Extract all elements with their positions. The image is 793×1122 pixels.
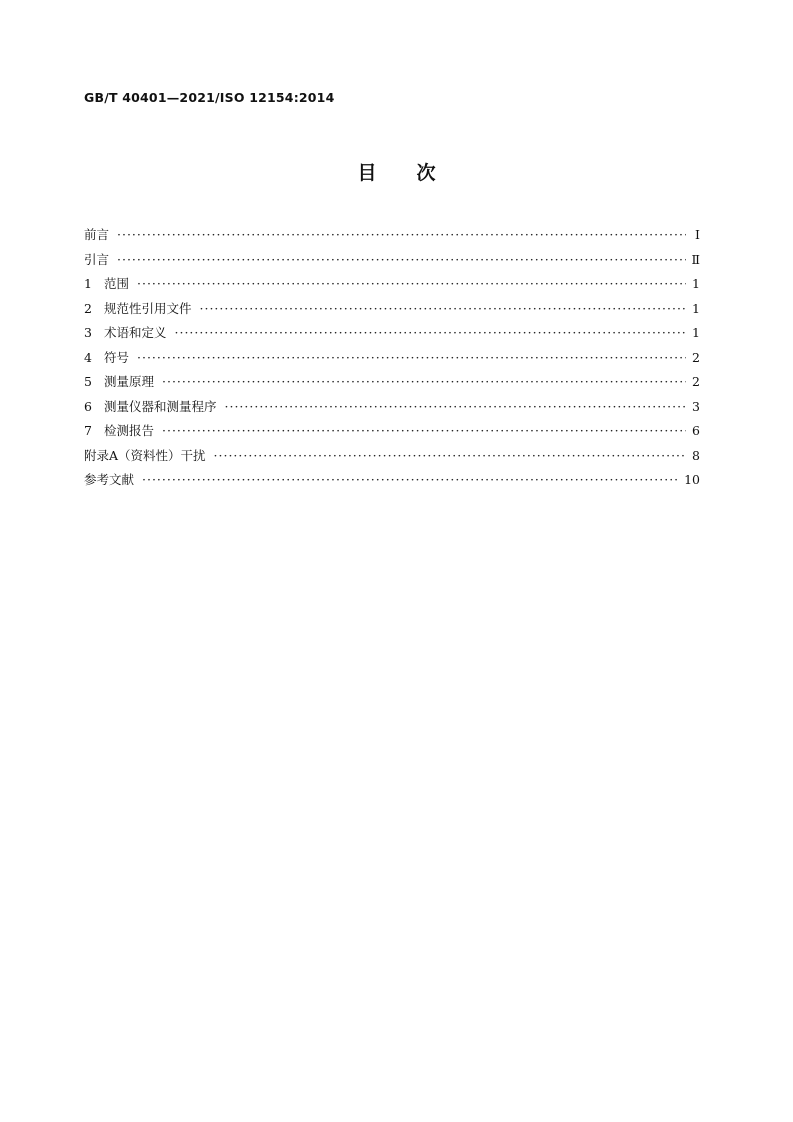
toc-entry-terms-definitions[interactable] bbox=[84, 323, 700, 348]
toc-page-number: 1 bbox=[692, 276, 700, 291]
toc-page-number: 2 bbox=[692, 349, 700, 365]
toc-section-title: 符号 bbox=[104, 349, 130, 365]
toc-entry-label bbox=[84, 372, 154, 390]
page-title-char-2: 次 bbox=[416, 162, 436, 184]
toc-section-number: 2 bbox=[84, 300, 92, 316]
toc-section-number: 4 bbox=[84, 349, 92, 365]
toc-page-number: 8 bbox=[692, 447, 700, 463]
toc-entry-label bbox=[84, 397, 217, 415]
toc-page-number: 10 bbox=[684, 472, 700, 487]
toc-section-title: 术语和定义 bbox=[104, 325, 167, 340]
toc-leader-dots bbox=[162, 423, 686, 438]
toc-leader-dots bbox=[117, 252, 686, 267]
toc-page-number: 1 bbox=[692, 325, 700, 340]
toc-leader-dots bbox=[137, 276, 686, 291]
toc-leader-dots bbox=[162, 374, 686, 389]
toc-section-title: 检测报告 bbox=[104, 423, 155, 438]
standard-code: GB/T 40401—2021/ISO 12154:2014 bbox=[84, 90, 335, 105]
toc-page-number: 2 bbox=[692, 374, 700, 389]
toc-entry-symbols[interactable] bbox=[84, 348, 700, 373]
toc-section-number: 7 bbox=[84, 423, 92, 438]
toc-entry-label: 参考文献 bbox=[84, 472, 135, 487]
toc-leader-dots bbox=[142, 472, 680, 487]
toc-entry-label bbox=[84, 348, 129, 366]
toc-entry-normative-references[interactable] bbox=[84, 299, 700, 324]
toc-entry-label bbox=[84, 323, 167, 341]
table-of-contents bbox=[84, 225, 700, 495]
toc-leader-dots bbox=[225, 399, 686, 414]
toc-leader-dots bbox=[137, 350, 686, 365]
toc-section-title: 测量仪器和测量程序 bbox=[104, 398, 217, 414]
toc-entry-label bbox=[84, 421, 154, 439]
toc-leader-dots bbox=[175, 325, 686, 340]
toc-page-number: 1 bbox=[692, 300, 700, 316]
toc-section-title: 范围 bbox=[104, 276, 130, 291]
toc-page-number: Ⅰ bbox=[695, 227, 700, 242]
toc-section-number: 3 bbox=[84, 325, 92, 340]
toc-leader-dots bbox=[200, 301, 686, 316]
toc-entry-test-report[interactable] bbox=[84, 421, 700, 446]
toc-entry-measurement-principle[interactable] bbox=[84, 372, 700, 397]
page-title-char-1: 目 bbox=[357, 162, 377, 184]
toc-entry-annex-a[interactable] bbox=[84, 446, 700, 471]
toc-entry-label: 附录A（资料性）干扰 bbox=[84, 447, 206, 463]
toc-entry-scope[interactable] bbox=[84, 274, 700, 299]
toc-entry-label: 前言 bbox=[84, 227, 110, 242]
toc-section-number: 1 bbox=[84, 276, 92, 291]
toc-entry-bibliography[interactable] bbox=[84, 470, 700, 495]
toc-entry-foreword[interactable] bbox=[84, 225, 700, 250]
toc-section-number: 5 bbox=[84, 374, 92, 389]
toc-entry-label bbox=[84, 274, 129, 292]
toc-leader-dots bbox=[214, 448, 686, 463]
toc-entry-label bbox=[84, 299, 192, 317]
toc-section-title: 测量原理 bbox=[104, 374, 155, 389]
toc-entry-introduction[interactable] bbox=[84, 250, 700, 275]
toc-entry-instruments-procedure[interactable] bbox=[84, 397, 700, 422]
toc-page-number: Ⅱ bbox=[691, 251, 700, 267]
toc-page-number: 6 bbox=[692, 423, 700, 438]
toc-page-number: 3 bbox=[692, 398, 700, 414]
toc-leader-dots bbox=[117, 227, 686, 242]
toc-entry-label: 引言 bbox=[84, 251, 110, 267]
toc-section-number: 6 bbox=[84, 398, 92, 414]
page-title bbox=[0, 158, 793, 185]
toc-section-title: 规范性引用文件 bbox=[104, 300, 192, 316]
